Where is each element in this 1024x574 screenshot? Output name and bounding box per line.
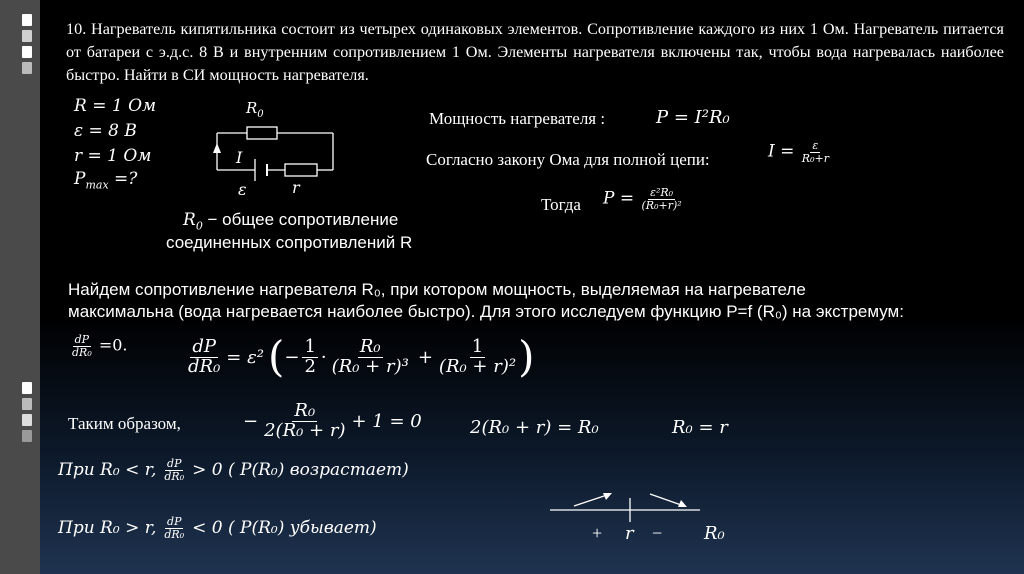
then-label: Тогда — [541, 195, 581, 214]
left-decor-bar — [0, 0, 40, 574]
decreasing-arrow — [650, 494, 684, 506]
ohm-formula: I = $\frac{\varepsilon}{\text{R₀+r}}$ — [768, 139, 829, 165]
given-eps: ε = 8 В — [74, 121, 137, 141]
derivative-zero: $\frac{dP}{\text{dR₀}}$ =0. — [72, 333, 128, 359]
decor-square — [22, 30, 32, 42]
axis-plus: + — [592, 523, 603, 543]
power-label: Мощность нагревателя : — [429, 109, 606, 128]
axis-R0: R₀ — [704, 523, 725, 544]
axis-minus: − — [652, 523, 663, 543]
decor-square — [22, 430, 32, 442]
case-increasing: При R₀ < r, $\frac{dP}{\text{dR₀}}$ > 0 ( P(R₀) возрастает) — [58, 457, 409, 483]
axis-r: r — [625, 523, 634, 544]
sign-axis — [550, 488, 710, 528]
derivative-expression: $\frac{dP}{\text{dR₀}}$ = ε² ( − $\frac{1}{2}$ · $\frac{\text{R₀}}{\text{(R₀ + r)³}}$ + $\frac{1}{\text{(R₀ + r)²}}$ ) — [188, 332, 535, 381]
circuit-label-R0: $R_0$ — [246, 99, 264, 120]
current-arrow — [213, 143, 221, 153]
r0-note-line2: соединенных сопротивлений R — [166, 233, 413, 252]
circuit-label-I: I — [236, 148, 243, 167]
resistor-R0 — [247, 127, 277, 139]
ohm-label: Согласно закону Ома для полной цепи: — [426, 150, 710, 169]
thus-label: Таким образом, — [68, 414, 181, 433]
power-formula: P = I²R₀ — [656, 107, 730, 128]
decor-square — [22, 414, 32, 426]
given-R: R = 1 Ом — [74, 96, 157, 116]
r0-note-line1: $R_0$ − общее сопротивление — [183, 210, 399, 233]
decor-square — [22, 46, 32, 58]
given-pmax: $P_{max}$ =? — [74, 169, 138, 192]
resistor-r — [285, 164, 317, 176]
find-text-line1: Найдем сопротивление нагревателя R₀, при котором мощность, выделяемая на нагревателе — [68, 280, 806, 299]
problem-statement: 10. Нагреватель кипятильника состоит из четырех одинаковых элементов. Сопротивление каждого из них 1 Ом. Нагреватель питается от батареи с э.д.с. 8 В и внутренним сопротивлением 1 Ом. Элементы нагревателя включены так, чтобы вода нагревалась наиболее быстро. Найти в СИ мощность нагревателя. — [66, 20, 1004, 84]
thus-equation: − $\frac{\text{R₀}}{\text{2(R₀ + r)}}$ + 1 = 0 — [243, 400, 422, 441]
decor-square — [22, 398, 32, 410]
decor-square — [22, 382, 32, 394]
decor-square — [22, 62, 32, 74]
find-text-line2: максимальна (вода нагревается наиболее быстро). Для этого исследуем функцию P=f (R₀) на экстремум: — [68, 302, 904, 321]
decor-square — [22, 14, 32, 26]
then-formula: P = $\frac{\text{ε²R₀}}{\text{(R₀+r)²}}$ — [603, 186, 682, 212]
circuit-label-r: r — [292, 178, 300, 197]
case-decreasing: При R₀ > r, $\frac{dP}{\text{dR₀}}$ < 0 ( P(R₀) убывает) — [58, 515, 377, 541]
equation-2: 2(R₀ + r) = R₀ — [470, 417, 599, 438]
circuit-label-eps: ε — [238, 180, 247, 199]
circuit-diagram — [205, 95, 345, 200]
given-r: r = 1 Ом — [74, 146, 152, 166]
equation-3: R₀ = r — [672, 417, 728, 438]
